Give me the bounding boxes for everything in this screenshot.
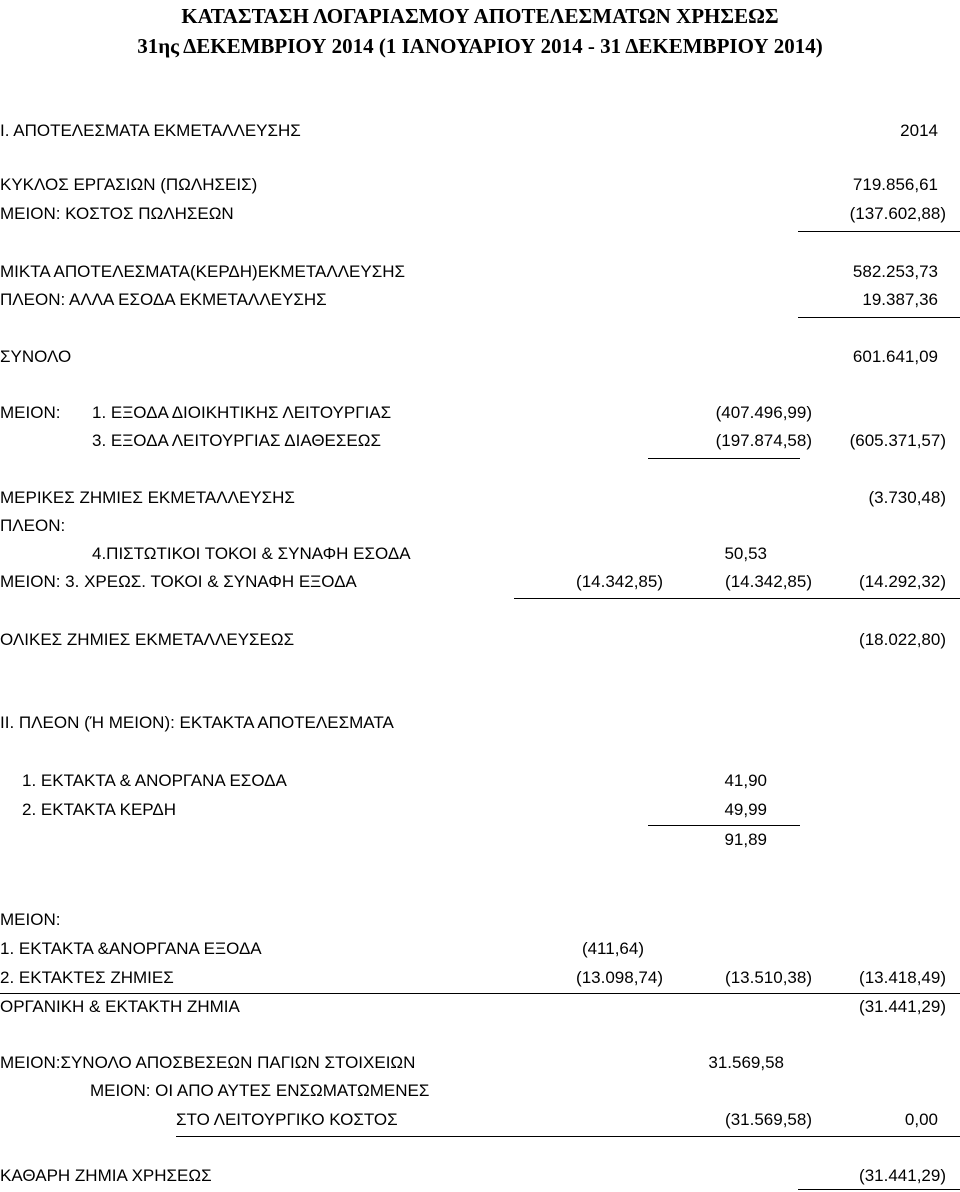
underline bbox=[648, 458, 800, 459]
extra-total-value: (13.418,49) bbox=[859, 968, 946, 987]
org-extra-loss-value: (31.441,29) bbox=[859, 997, 946, 1016]
total-loss-value: (18.022,80) bbox=[859, 630, 946, 649]
underline bbox=[798, 1189, 960, 1190]
interest-income-value: 50,53 bbox=[724, 544, 767, 563]
extra-profit-value: 49,99 bbox=[724, 800, 767, 819]
extra-losses-label: 2. ΕΚΤΑΚΤΕΣ ΖΗΜΙΕΣ bbox=[0, 968, 174, 987]
minus-label: ΜΕΙΟΝ: bbox=[0, 403, 61, 422]
extra-losses-value: (13.098,74) bbox=[576, 968, 663, 987]
depreciation-label: ΜΕΙΟΝ:ΣΥΝΟΛΟ ΑΠΟΣΒΕΣΕΩΝ ΠΑΓΙΩΝ ΣΤΟΙΧΕΙΩΝ bbox=[0, 1053, 416, 1072]
depreciation-value: 31.569,58 bbox=[708, 1053, 784, 1072]
extra-income-label: 1. ΕΚΤΑΚΤΑ & ΑΝΟΡΓΑΝΑ ΕΣΟΔΑ bbox=[22, 771, 287, 790]
cost-of-sales-value: (137.602,88) bbox=[849, 204, 946, 223]
other-income-label: ΠΛΕΟΝ: ΑΛΛΑ ΕΣΟΔΑ ΕΚΜΕΤΑΛΛΕΥΣΗΣ bbox=[0, 290, 327, 309]
interest-expense-label: ΜΕΙΟΝ: 3. ΧΡΕΩΣ. ΤΟΚΟΙ & ΣΥΝΑΦΗ ΕΞΟΔΑ bbox=[0, 572, 357, 591]
underline bbox=[648, 825, 800, 826]
minus-label-2: ΜΕΙΟΝ: bbox=[0, 910, 61, 929]
other-income-value: 19.387,36 bbox=[862, 290, 938, 309]
underline bbox=[514, 598, 960, 599]
admin-expenses-value: (407.496,99) bbox=[715, 403, 812, 422]
total-value: 601.641,09 bbox=[852, 347, 938, 366]
distribution-expenses-label: 3. ΕΞΟΔΑ ΛΕΙΤΟΥΡΓΙΑΣ ΔΙΑΘΕΣΕΩΣ bbox=[92, 431, 381, 450]
underline bbox=[798, 317, 960, 318]
extra-expenses-label: 1. ΕΚΤΑΚΤΑ &ΑΝΟΡΓΑΝΑ ΕΞΟΔΑ bbox=[0, 939, 262, 958]
expenses-total-value: (605.371,57) bbox=[849, 431, 946, 450]
depreciation-included-label-1: ΜΕΙΟΝ: ΟΙ ΑΠΟ ΑΥΤΕΣ ΕΝΣΩΜΑΤΩΜΕΝΕΣ bbox=[90, 1081, 430, 1100]
section1-heading: Ι. ΑΠΟΤΕΛΕΣΜΑΤΑ ΕΚΜΕΤΑΛΛΕΥΣΗΣ bbox=[0, 121, 301, 140]
depreciation-included-label-2: ΣΤΟ ΛΕΙΤΟΥΡΓΙΚΟ ΚΟΣΤΟΣ bbox=[176, 1110, 398, 1129]
total-loss-label: ΟΛΙΚΕΣ ΖΗΜΙΕΣ ΕΚΜΕΤΑΛΛΕΥΣΕΩΣ bbox=[0, 630, 295, 649]
distribution-expenses-value: (197.874,58) bbox=[715, 431, 812, 450]
interest-net-value: (14.292,32) bbox=[859, 572, 946, 591]
statement-title: ΚΑΤΑΣΤΑΣΗ ΛΟΓΑΡΙΑΣΜΟΥ ΑΠΟΤΕΛΕΣΜΑΤΩΝ ΧΡΗΣΕΩΣ bbox=[181, 4, 779, 28]
org-extra-loss-label: ΟΡΓΑΝΙΚΗ & ΕΚΤΑΚΤΗ ΖΗΜΙΑ bbox=[0, 997, 240, 1016]
cost-of-sales-label: ΜΕΙΟΝ: ΚΟΣΤΟΣ ΠΩΛΗΣΕΩΝ bbox=[0, 204, 234, 223]
gross-profit-value: 582.253,73 bbox=[852, 262, 938, 281]
net-loss-value: (31.441,29) bbox=[859, 1166, 946, 1185]
interest-income-label: 4.ΠΙΣΤΩΤΙΚΟΙ ΤΟΚΟΙ & ΣΥΝΑΦΗ ΕΣΟΔΑ bbox=[92, 544, 411, 563]
underline bbox=[176, 1136, 960, 1137]
depreciation-net-value: 0,00 bbox=[904, 1110, 938, 1129]
underline bbox=[798, 231, 960, 232]
turnover-value: 719.856,61 bbox=[852, 175, 938, 194]
interest-expense-value: (14.342,85) bbox=[576, 572, 663, 591]
extra-sum-value: 91,89 bbox=[724, 830, 767, 849]
gross-profit-label: ΜΙΚΤΑ ΑΠΟΤΕΛΕΣΜΑΤΑ(ΚΕΡΔΗ)ΕΚΜΕΤΑΛΛΕΥΣΗΣ bbox=[0, 262, 406, 281]
partial-loss-value: (3.730,48) bbox=[868, 488, 946, 507]
depreciation-included-value: (31.569,58) bbox=[725, 1110, 812, 1129]
turnover-label: ΚΥΚΛΟΣ ΕΡΓΑΣΙΩΝ (ΠΩΛΗΣΕΙΣ) bbox=[0, 175, 258, 194]
total-label: ΣΥΝΟΛΟ bbox=[0, 347, 72, 366]
plus-label: ΠΛΕΟΝ: bbox=[0, 516, 66, 535]
partial-loss-label: ΜΕΡΙΚΕΣ ΖΗΜΙΕΣ ΕΚΜΕΤΑΛΛΕΥΣΗΣ bbox=[0, 488, 295, 507]
admin-expenses-label: 1. ΕΞΟΔΑ ΔΙΟΙΚΗΤΙΚΗΣ ΛΕΙΤΟΥΡΓΙΑΣ bbox=[92, 403, 392, 422]
interest-expense-subtotal: (14.342,85) bbox=[725, 572, 812, 591]
statement-period: 31ης ΔΕΚΕΜΒΡΙΟΥ 2014 (1 ΙΑΝΟΥΑΡΙΟΥ 2014 - 31 ΔΕΚΕΜΒΡΙΟΥ 2014) bbox=[137, 34, 823, 58]
extra-net-value: (13.510,38) bbox=[725, 968, 812, 987]
underline bbox=[0, 993, 960, 994]
extra-income-value: 41,90 bbox=[724, 771, 767, 790]
extra-profit-label: 2. ΕΚΤΑΚΤΑ ΚΕΡΔΗ bbox=[22, 800, 177, 819]
net-loss-label: ΚΑΘΑΡΗ ΖΗΜΙΑ ΧΡΗΣΕΩΣ bbox=[0, 1166, 212, 1185]
section2-heading: ΙΙ. ΠΛΕΟΝ (Ή ΜΕΙΟΝ): ΕΚΤΑΚΤΑ ΑΠΟΤΕΛΕΣΜΑΤΑ bbox=[0, 713, 394, 732]
year-header: 2014 bbox=[900, 121, 938, 140]
extra-expenses-value: (411,64) bbox=[581, 939, 644, 958]
